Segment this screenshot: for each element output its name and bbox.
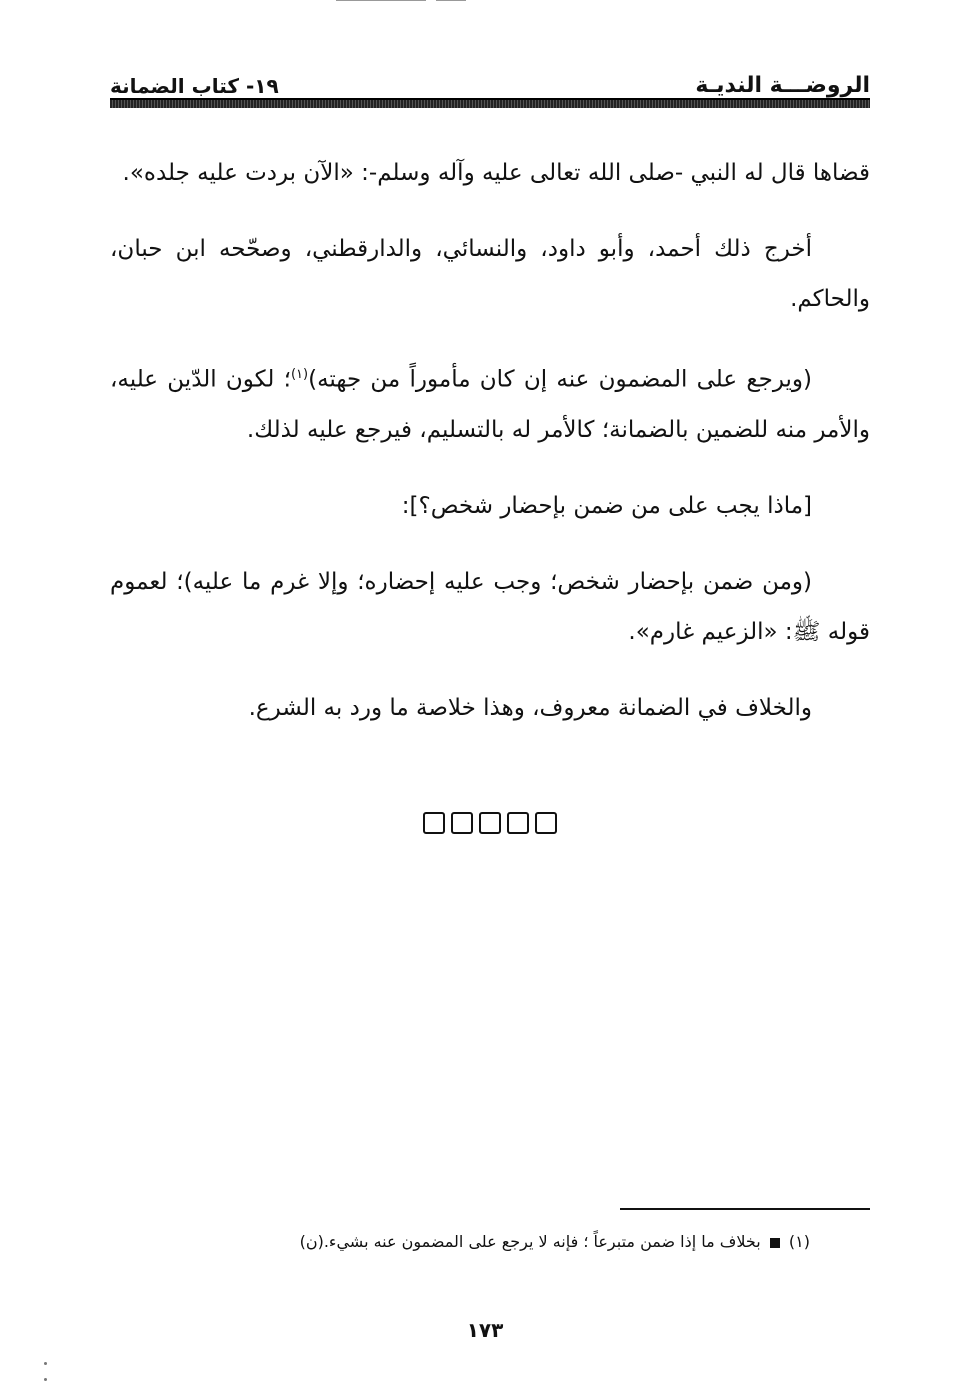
footnote	[210, 1228, 810, 1256]
paragraph-1: قضاها قال له النبي -صلى الله تعالى عليه وآله وسلم-: «الآن بردت عليه جلده».	[122, 160, 870, 186]
footnote-separator	[620, 1208, 870, 1210]
scan-dot	[44, 1362, 47, 1365]
header-rule	[110, 98, 870, 108]
top-scan-marks	[336, 0, 426, 3]
footnote-number: (١)	[788, 1232, 810, 1251]
paragraph-3-main: (ويرجع على المضمون عنه إن كان مأموراً من جهته)	[308, 366, 813, 393]
paragraph-3-rest: ؛ لكون الدّين عليه، والأمر منه للضمين بالضمانة؛ كالأمر له بالتسليم، فيرجع عليه لذلك.	[110, 366, 870, 443]
ornament-box	[423, 812, 445, 834]
book-title: الروضـــة النديـة	[695, 73, 870, 98]
main-text	[110, 148, 870, 759]
running-header	[110, 58, 870, 98]
paragraph-4: (ومن ضمن بإحضار شخص؛ وجب عليه إحضاره؛ وإلا غرم ما عليه)؛ لعموم قوله ﷺ: «الزعيم غارم».	[110, 568, 870, 645]
chapter-title: ١٩- كتاب الضمانة	[110, 74, 279, 98]
section-heading: [ماذا يجب على من ضمن بإحضار شخص؟]:	[401, 492, 812, 519]
ornament-box	[451, 812, 473, 834]
ornament-box	[507, 812, 529, 834]
paragraph-2: أخرج ذلك أحمد، وأبو داود، والنسائي، والدارقطني، وصحّحه ابن حبان، والحاكم.	[110, 236, 870, 312]
paragraph-3	[110, 350, 870, 455]
section-end-ornament	[420, 812, 560, 836]
ornament-box	[535, 812, 557, 834]
square-bullet-icon	[770, 1238, 780, 1248]
ornament-box	[479, 812, 501, 834]
page-number: ١٧٣	[466, 1318, 504, 1342]
paragraph-5: والخلاف في الضمانة معروف، وهذا خلاصة ما ورد به الشرع.	[248, 694, 812, 721]
scan-dot	[44, 1378, 47, 1381]
footnote-text: بخلاف ما إذا ضمن متبرعاً ؛ فإنه لا يرجع على المضمون عنه بشيء.(ن)	[299, 1232, 761, 1251]
footnote-reference: (١)	[290, 367, 309, 382]
